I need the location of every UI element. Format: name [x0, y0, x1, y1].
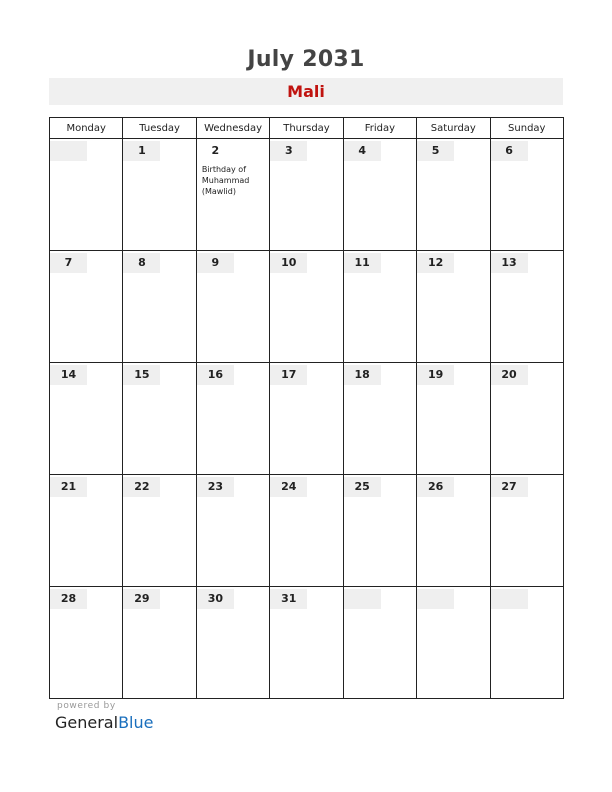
- weekday-monday: Monday: [50, 118, 123, 139]
- weekday-sunday: Sunday: [490, 118, 563, 139]
- day-cell: [123, 475, 196, 587]
- day-number: 15: [123, 365, 160, 385]
- day-number: 28: [50, 589, 87, 609]
- day-number: 31: [270, 589, 307, 609]
- day-number: 20: [491, 365, 528, 385]
- day-number: 27: [491, 477, 528, 497]
- day-number: [344, 589, 381, 609]
- powered-by-text: powered by: [57, 701, 116, 711]
- day-cell: [343, 139, 416, 251]
- day-cell: [196, 587, 269, 699]
- day-number: 5: [417, 141, 454, 161]
- day-cell: [270, 139, 343, 251]
- day-cell: [123, 587, 196, 699]
- day-cell: [50, 475, 123, 587]
- day-number: 16: [197, 365, 234, 385]
- weekday-friday: Friday: [343, 118, 416, 139]
- day-number: 6: [491, 141, 528, 161]
- day-cell: [50, 587, 123, 699]
- day-cell: [196, 363, 269, 475]
- week-row: [50, 363, 564, 475]
- day-cell: [417, 587, 490, 699]
- day-number: 23: [197, 477, 234, 497]
- day-number: 21: [50, 477, 87, 497]
- day-number: [417, 589, 454, 609]
- day-cell: [270, 363, 343, 475]
- day-number: 8: [123, 253, 160, 273]
- day-cell: [196, 251, 269, 363]
- day-number: 3: [270, 141, 307, 161]
- day-cell: [343, 251, 416, 363]
- country-name: Mali: [287, 82, 325, 101]
- day-number: 10: [270, 253, 307, 273]
- day-cell: [417, 363, 490, 475]
- day-cell: [417, 139, 490, 251]
- calendar-grid: [49, 117, 564, 699]
- day-cell: [50, 139, 123, 251]
- week-row: [50, 587, 564, 699]
- day-cell: [270, 475, 343, 587]
- day-cell: [490, 587, 563, 699]
- day-number: 4: [344, 141, 381, 161]
- day-cell: [270, 251, 343, 363]
- day-cell: [123, 363, 196, 475]
- week-row: [50, 251, 564, 363]
- weekday-saturday: Saturday: [417, 118, 490, 139]
- day-number: 24: [270, 477, 307, 497]
- day-number: 26: [417, 477, 454, 497]
- day-number: [50, 141, 87, 161]
- day-number: 12: [417, 253, 454, 273]
- day-number: [491, 589, 528, 609]
- weekday-tuesday: Tuesday: [123, 118, 196, 139]
- day-cell: [123, 251, 196, 363]
- day-number: 29: [123, 589, 160, 609]
- day-cell: [490, 251, 563, 363]
- day-cell: [50, 251, 123, 363]
- day-cell: [490, 363, 563, 475]
- week-row: [50, 475, 564, 587]
- brand-blue: Blue: [118, 713, 154, 732]
- weekday-thursday: Thursday: [270, 118, 343, 139]
- day-number: 1: [123, 141, 160, 161]
- day-cell: [490, 475, 563, 587]
- day-cell: [343, 475, 416, 587]
- country-bar: [49, 78, 563, 105]
- day-number: 14: [50, 365, 87, 385]
- day-number: 9: [197, 253, 234, 273]
- generalblue-logo[interactable]: [55, 713, 153, 732]
- day-cell: [417, 475, 490, 587]
- day-number: 25: [344, 477, 381, 497]
- day-cell: [490, 139, 563, 251]
- day-number: 22: [123, 477, 160, 497]
- day-number: 18: [344, 365, 381, 385]
- week-row: [50, 139, 564, 251]
- day-cell: [50, 363, 123, 475]
- day-number: 17: [270, 365, 307, 385]
- day-cell: [123, 139, 196, 251]
- day-number: 30: [197, 589, 234, 609]
- day-cell: [196, 475, 269, 587]
- weekday-header-row: [50, 118, 564, 139]
- day-number: 2: [211, 144, 220, 157]
- day-number: 13: [491, 253, 528, 273]
- holiday-event: Birthday of Muhammad (Mawlid): [201, 165, 250, 196]
- day-number: 11: [344, 253, 381, 273]
- day-cell: [270, 587, 343, 699]
- day-cell: [343, 587, 416, 699]
- day-cell: [343, 363, 416, 475]
- day-cell: [196, 139, 269, 251]
- day-cell: [417, 251, 490, 363]
- day-number: 19: [417, 365, 454, 385]
- weekday-wednesday: Wednesday: [196, 118, 269, 139]
- brand-general: General: [55, 713, 119, 732]
- page-title: July 2031: [247, 47, 365, 72]
- day-number: 7: [50, 253, 87, 273]
